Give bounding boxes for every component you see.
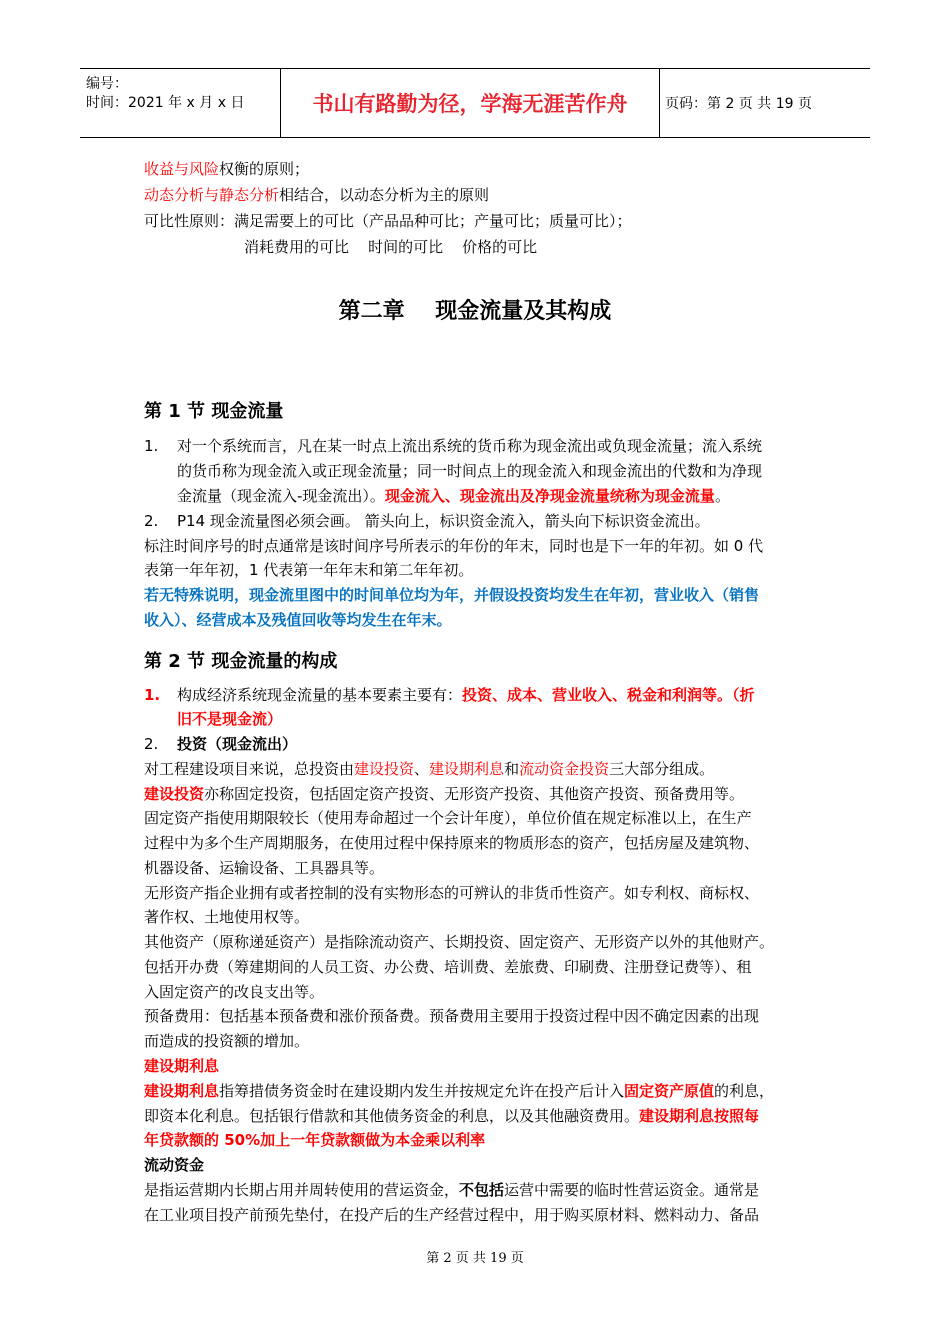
s2-text-line-working-2: 在工业项目投产前预先垫付，在投产后的生产经营过程中，用于购买原材料、燃料动力、备品 (144, 1206, 760, 1224)
s2-text-line-intangible-1: 无形资产指企业拥有或者控制的没有实物形态的可辨认的非货币性资产。如专利权、商标权、 (144, 884, 760, 902)
s2-text-line-reserve-1: 预备费用：包括基本预备费和涨价预备费。预备费用主要用于投资过程中因不确定因素的出现 (144, 1007, 760, 1025)
principle-dynamic-static: 动态分析与静态分析相结合，以动态分析为主的原则 (144, 186, 490, 204)
principle-comparability: 可比性原则：满足需要上的可比（产品品种可比；产量可比；质量可比）； (144, 212, 632, 230)
s2-item-2-number: 2. (144, 735, 159, 753)
s1-item-1-line-2: 的货币称为现金流入或正现金流量；同一时间点上的现金流入和现金流出的代数和为净现 (177, 462, 763, 480)
s2-text-line-fixed-2: 过程中为多个生产周期服务，在使用过程中保持原来的物质形态的资产，包括房屋及建筑物、 (144, 834, 760, 852)
s2-text-line-reserve-2: 而造成的投资额的增加。 (144, 1032, 310, 1050)
s2-item-2-text: 投资（现金流出） (177, 735, 298, 753)
section-2-heading: 第 2 节 现金流量的构成 (144, 651, 338, 672)
header-motto: 书山有路勤为径，学海无涯苦作舟 (281, 69, 660, 137)
s2-text-line-working-1: 是指运营期内长期占用并周转使用的营运资金，不包括运营中需要的临时性营运资金。通常是 (144, 1181, 760, 1199)
s2-text-line-fixed-3: 机器设备、运输设备、工具器具等。 (144, 859, 385, 877)
page-footer: 第 2 页 共 19 页 (426, 1251, 524, 1266)
s1-item-2-text: P14 现金流量图必须会画。 箭头向上，标识资金流入，箭头向下标识资金流出。 (177, 512, 710, 530)
s2-item-1-number: 1. (144, 686, 161, 704)
page-header (80, 68, 870, 138)
s2-text-line-interest-1: 建设期利息指筹措债务资金时在建设期内发生并按规定允许在投产后计入固定资产原值的利息， (144, 1082, 775, 1100)
s2-item-1-line-2: 旧不是现金流） (177, 710, 283, 728)
s1-item-1-number: 1. (144, 437, 159, 455)
s2-text-line-intangible-2: 著作权、土地使用权等。 (144, 908, 310, 926)
s2-paragraph-construction-investment: 建设投资亦称固定投资，包括固定资产投资、无形资产投资、其他资产投资、预备费用等。 (144, 785, 745, 803)
header-meta-cell (80, 69, 281, 137)
s2-text-line-fixed-1: 固定资产指使用期限较长（使用寿命超过一个会计年度），单位价值在规定标准以上，在生产 (144, 809, 752, 827)
s2-subheading-working-capital: 流动资金 (144, 1156, 205, 1174)
s1-item-1-line-1: 对一个系统而言，凡在某一时点上流出系统的货币称为现金流出或负现金流量；流入系统 (177, 437, 763, 455)
s2-text-line-other-1: 其他资产（原称递延资产）是指除流动资产、长期投资、固定资产、无形资产以外的其他财产。 (144, 933, 775, 951)
chapter-title: 第二章 现金流量及其构成 (338, 299, 612, 324)
s2-text-line-other-2: 包括开办费（筹建期间的人员工资、办公费、培训费、差旅费、印刷费、注册登记费等）、租 (144, 958, 752, 976)
section-1-heading: 第 1 节 现金流量 (144, 401, 284, 422)
s2-item-1-line-1: 构成经济系统现金流量的基本要素主要有：投资、成本、营业收入、税金和利润等。（折 (177, 686, 755, 704)
s2-paragraph-total-investment: 对工程建设项目来说，总投资由建设投资、建设期利息和流动资金投资三大部分组成。 (144, 760, 715, 778)
document-date: 时间：2021 年 x 月 x 日 (86, 95, 245, 111)
s1-paragraph-line-1: 标注时间序号的时点通常是该时间序号所表示的年份的年末，同时也是下一年的年初。如 0 代 (144, 537, 764, 555)
principle-comparability-cont: 消耗费用的可比 时间的可比 价格的可比 (244, 238, 538, 256)
s2-text-line-interest-2: 即资本化利息。包括银行借款和其他债务资金的利息，以及其他融资费用。建设期利息按照每 (144, 1107, 760, 1125)
s1-item-2-number: 2. (144, 512, 159, 530)
s1-paragraph-line-2: 表第一年年初，1 代表第一年年末和第二年年初。 (144, 561, 474, 579)
s2-subheading-interest: 建设期利息 (144, 1057, 220, 1075)
s2-text-line-other-3: 入固定资产的改良支出等。 (144, 983, 325, 1001)
s1-note-line-2: 收入）、经营成本及残值回收等均发生在年末。 (144, 611, 452, 629)
s2-text-line-interest-3: 年贷款额的 50%加上一年贷款额做为本金乘以利率 (144, 1131, 486, 1149)
s1-note-line-1: 若无特殊说明，现金流里图中的时间单位均为年，并假设投资均发生在年初，营业收入（销售 (144, 586, 760, 604)
s1-item-1-line-3: 金流量（现金流入-现金流出）。现金流入、现金流出及净现金流量统称为现金流量。 (177, 487, 730, 505)
document-number: 编号： (86, 76, 128, 92)
principle-risk-return: 收益与风险权衡的原则； (144, 160, 310, 178)
header-page-info: 页码：第 2 页 共 19 页 (665, 96, 812, 112)
